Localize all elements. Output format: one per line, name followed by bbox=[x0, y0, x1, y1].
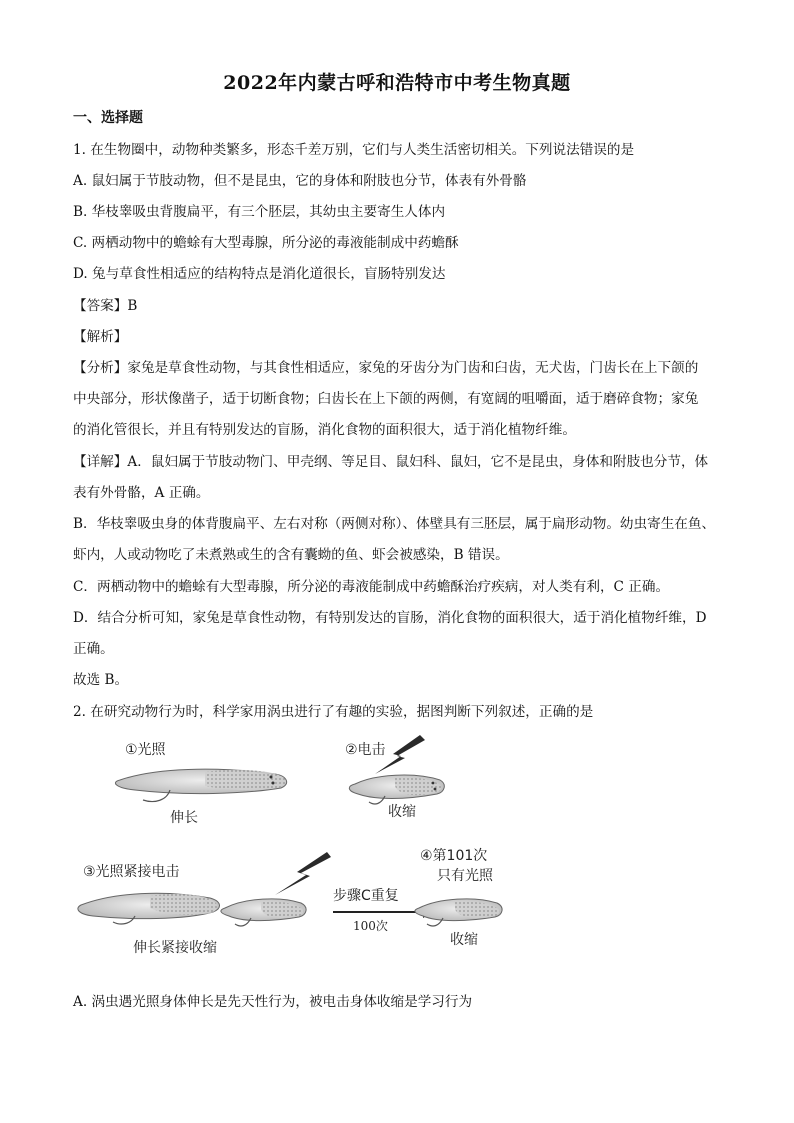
question-1-option-c: C. 两栖动物中的蟾蜍有大型毒腺，所分泌的毒液能制成中药蟾酥 bbox=[73, 235, 459, 251]
detail-d-line-2: 正确。 bbox=[73, 641, 114, 657]
planarian-contracted-3 bbox=[221, 899, 306, 926]
question-1-option-a: A. 鼠妇属于节肢动物，但不是昆虫，它的身体和附肢也分节，体表有外骨骼 bbox=[73, 173, 527, 189]
lightning-bolt-icon-2 bbox=[275, 852, 331, 895]
analysis-text-line-3: 的消化管很长，并且有特别发达的盲肠，消化食物的面积很大，适于消化植物纤维。 bbox=[73, 422, 576, 438]
choice-conclusion: 故选 B。 bbox=[73, 672, 129, 688]
page-title: 2022年内蒙古呼和浩特市中考生物真题 bbox=[223, 72, 571, 94]
step-1-result: 伸长 bbox=[170, 810, 198, 826]
question-1-stem: 1. 在生物圈中，动物种类繁多，形态千差万别，它们与人类生活密切相关。下列说法错误的是 bbox=[73, 142, 635, 158]
planarian-stretched-1 bbox=[115, 769, 286, 801]
step-3-result: 伸长紧接收缩 bbox=[133, 940, 217, 956]
planarian-contracted-2 bbox=[349, 775, 444, 804]
planarian-experiment-figure bbox=[75, 730, 535, 965]
question-1-option-d: D. 兔与草食性相适应的结构特点是消化道很长，盲肠特别发达 bbox=[73, 266, 446, 282]
step-1-label: ①光照 bbox=[125, 742, 166, 758]
question-1-option-b: B. 华枝睾吸虫背腹扁平，有三个胚层，其幼虫主要寄生人体内 bbox=[73, 204, 446, 220]
analysis-label: 【解析】 bbox=[73, 329, 128, 345]
step-3-label: ③光照紧接电击 bbox=[83, 864, 180, 880]
detail-a-line-2: 表有外骨骼，A 正确。 bbox=[73, 485, 210, 501]
answer-label: 【答案】B bbox=[73, 298, 138, 314]
step-4-label-line-1: ④第101次 bbox=[420, 848, 488, 864]
step-2-result: 收缩 bbox=[388, 804, 416, 820]
arrow-label-bottom: 100次 bbox=[353, 919, 388, 933]
step-4-result: 收缩 bbox=[450, 932, 478, 948]
planarian-stretched-3 bbox=[78, 893, 220, 924]
detail-d-line-1: D．结合分析可知，家兔是草食性动物，有特别发达的盲肠，消化食物的面积很大，适于消化植物纤维，D bbox=[73, 610, 707, 626]
detail-b-line-2: 虾内，人或动物吃了未煮熟或生的含有囊蚴的鱼、虾会被感染，B 错误。 bbox=[73, 547, 509, 563]
arrow-label-top: 步骤C重复 bbox=[333, 888, 399, 904]
detail-a-line-1: 【详解】A．鼠妇属于节肢动物门、甲壳纲、等足目、鼠妇科、鼠妇，它不是昆虫，身体和附肢也分节，体 bbox=[73, 454, 709, 470]
step-4-label-line-2: 只有光照 bbox=[437, 868, 493, 884]
detail-c-line-1: C．两栖动物中的蟾蜍有大型毒腺，所分泌的毒液能制成中药蟾酥治疗疾病，对人类有利，C 正确。 bbox=[73, 579, 670, 595]
analysis-text-line-1: 【分析】家兔是草食性动物，与其食性相适应，家兔的牙齿分为门齿和臼齿，无犬齿，门齿长在上下颌的 bbox=[73, 360, 699, 376]
question-2-stem: 2. 在研究动物行为时，科学家用涡虫进行了有趣的实验，据图判断下列叙述，正确的是 bbox=[73, 704, 594, 720]
section-heading: 一、选择题 bbox=[73, 110, 143, 126]
planarian-contracted-4 bbox=[415, 899, 502, 926]
analysis-text-line-2: 中央部分，形状像凿子，适于切断食物；臼齿长在上下颌的两侧，有宽阔的咀嚼面，适于磨碎食物；家兔 bbox=[73, 391, 699, 407]
detail-b-line-1: B．华枝睾吸虫身的体背腹扁平、左右对称（两侧对称）、体壁具有三胚层，属于扁形动物。幼虫寄生在鱼、 bbox=[73, 516, 716, 532]
step-2-label: ②电击 bbox=[345, 742, 386, 758]
question-2-option-a: A. 涡虫遇光照身体伸长是先天性行为，被电击身体收缩是学习行为 bbox=[73, 994, 473, 1010]
